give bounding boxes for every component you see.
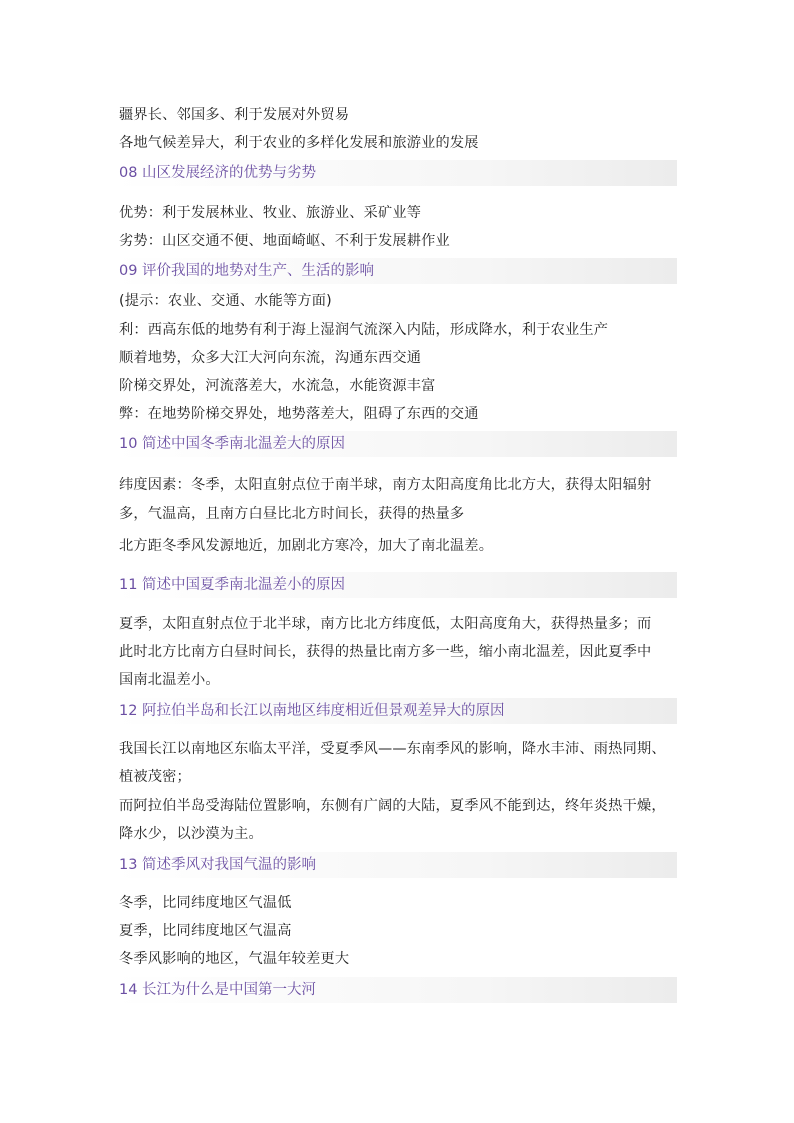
section-heading-text: 09 评价我国的地势对生产、生活的影响: [119, 263, 375, 279]
body-line: 北方距冬季风发源地近，加剧北方寒冷，加大了南北温差。: [119, 538, 494, 554]
body-line: 国南北温差小。: [119, 672, 220, 688]
body-line: 劣势：山区交通不便、地面崎岖、不利于发展耕作业: [119, 233, 450, 249]
section-heading-11: [112, 572, 677, 598]
section-heading-text: 14 长江为什么是中国第一大河: [119, 982, 317, 998]
body-line: 疆界长、邻国多、利于发展对外贸易: [119, 107, 350, 123]
body-line: 夏季，比同纬度地区气温高: [119, 923, 292, 939]
body-line: 弊：在地势阶梯交界处，地势落差大，阻碍了东西的交通: [119, 406, 479, 422]
body-line: 降水少，以沙漠为主。: [119, 826, 263, 842]
body-line: 冬季，比同纬度地区气温低: [119, 895, 292, 911]
body-line: 夏季，太阳直射点位于北半球，南方比北方纬度低，太阳高度角大，获得热量多；而: [119, 616, 652, 632]
body-line: (提示：农业、交通、水能等方面): [119, 293, 332, 309]
section-heading-13: [112, 852, 677, 878]
body-line: 优势：利于发展林业、牧业、旅游业、采矿业等: [119, 205, 422, 221]
section-heading-08: [112, 160, 677, 186]
section-heading-text: 08 山区发展经济的优势与劣势: [119, 165, 317, 181]
body-line: 顺着地势，众多大江大河向东流，沟通东西交通: [119, 350, 422, 366]
body-line: 植被茂密；: [119, 769, 191, 785]
section-heading-text: 13 简述季风对我国气温的影响: [119, 857, 317, 873]
section-heading-text: 11 简述中国夏季南北温差小的原因: [119, 577, 346, 593]
section-heading-09: [112, 258, 677, 284]
body-line: 此时北方比南方白昼时间长，获得的热量比南方多一些，缩小南北温差，因此夏季中: [119, 644, 652, 660]
body-line: 我国长江以南地区东临太平洋，受夏季风——东南季风的影响，降水丰沛、雨热同期、: [119, 741, 666, 757]
body-line: 冬季风影响的地区，气温年较差更大: [119, 951, 350, 967]
section-heading-text: 10 简述中国冬季南北温差大的原因: [119, 436, 346, 452]
body-line: 阶梯交界处，河流落差大，水流急，水能资源丰富: [119, 378, 436, 394]
body-line: 利：西高东低的地势有利于海上湿润气流深入内陆，形成降水，利于农业生产: [119, 322, 609, 338]
body-line: 各地气候差异大，利于农业的多样化发展和旅游业的发展: [119, 135, 479, 151]
body-line: 纬度因素：冬季，太阳直射点位于南半球，南方太阳高度角比北方大，获得太阳辐射: [119, 477, 652, 493]
section-heading-12: [112, 698, 677, 724]
body-line: 多，气温高，且南方白昼比北方时间长，获得的热量多: [119, 506, 465, 522]
body-line: 而阿拉伯半岛受海陆位置影响，东侧有广阔的大陆，夏季风不能到达，终年炎热干燥，: [119, 798, 666, 814]
section-heading-text: 12 阿拉伯半岛和长江以南地区纬度相近但景观差异大的原因: [119, 703, 505, 719]
section-heading-10: [112, 431, 677, 457]
section-heading-14: [112, 977, 677, 1003]
